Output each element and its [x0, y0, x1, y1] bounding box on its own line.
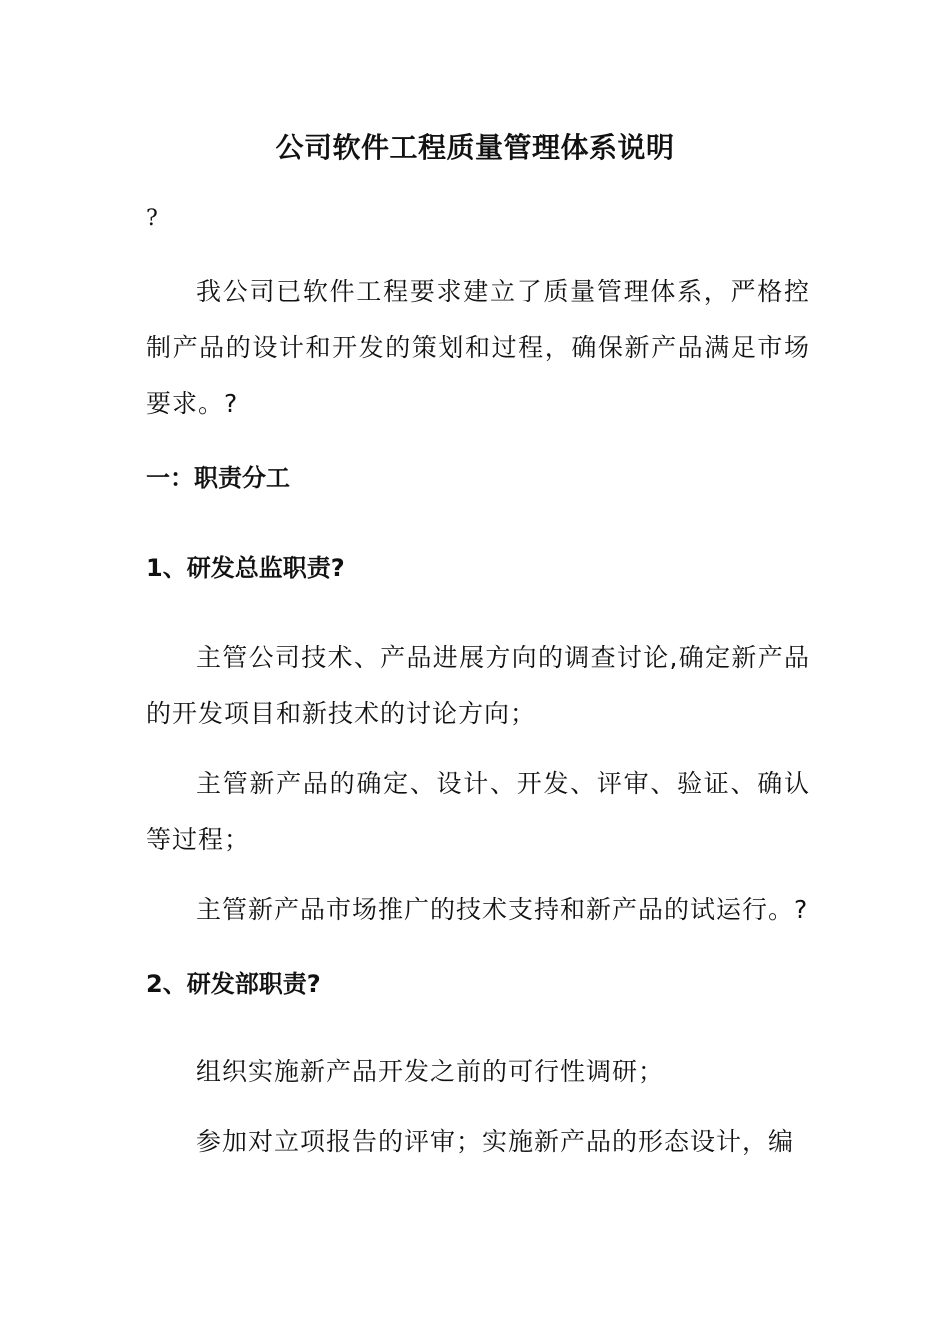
rd-director-duty-3: 主管新产品市场推广的技术支持和新产品的试运行。? [196, 895, 809, 924]
stray-question-mark: ? [146, 206, 158, 231]
subheading-rd-department: 2、研发部职责? [146, 970, 321, 998]
rd-director-duty-2: 主管新产品的确定、设计、开发、评审、验证、确认等过程； [146, 769, 810, 854]
intro-paragraph: 我公司已软件工程要求建立了质量管理体系，严格控制产品的设计和开发的策划和过程，确保新产品满足市场要求。? [146, 277, 810, 418]
rd-department-duty-1: 组织实施新产品开发之前的可行性调研； [196, 1057, 665, 1086]
document-title: 公司软件工程质量管理体系说明 [275, 131, 675, 164]
rd-department-duty-2: 参加对立项报告的评审；实施新产品的形态设计，编 [196, 1127, 795, 1156]
subheading-rd-director: 1、研发总监职责? [146, 554, 345, 582]
section-heading-responsibilities: 一：职责分工 [146, 464, 290, 492]
rd-director-duty-1: 主管公司技术、产品进展方向的调查讨论,确定新产品的开发项目和新技术的讨论方向； [146, 643, 810, 728]
